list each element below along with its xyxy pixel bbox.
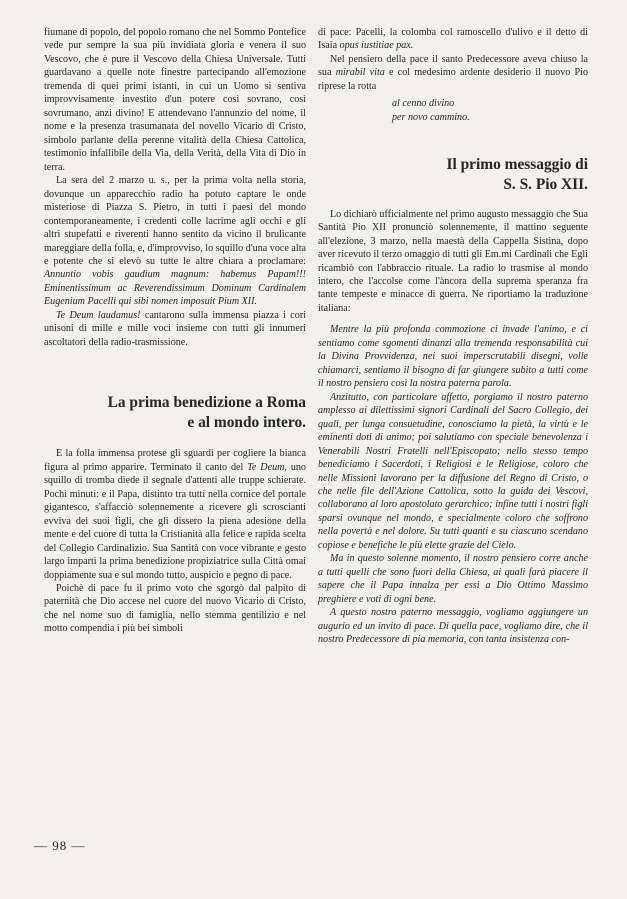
page-number-dash: —	[71, 838, 86, 853]
paragraph: fiumane di popolo, del popolo romano che nel Sommo Pontefice vede pur sempre la sua più invidiata gloria e venera il suo Vescovo, che è pure il Vescovo della Chiesa Universale. Tutti guardavano a quelle note finestre partecipando all'emozione tremenda di quei primi istanti, in cui un Uomo si sentiva improvvisamente investito d'un potere così sovrano, così sovrumano, anzi divino! E attendevano l'annunzio del nome, il nome e la presenza trasumanata del novello Vicario di Cristo, simbolo parlante della perenne vitalità della Chiesa Cattolica, testimonio infallibile della Via, della Verità, della Vita di Dio in terra.	[44, 27, 306, 173]
right-column	[318, 26, 588, 647]
page-number-text: 98	[52, 838, 68, 853]
paragraph-text: E la folla immensa protese gli sguardi per cogliere la bianca figura al primo apparire. Terminato il canto del	[44, 448, 306, 473]
italic-term: mirabil vita	[335, 67, 385, 79]
paragraph	[44, 309, 306, 349]
paragraph-text: Nel pensiero della pace il santo Predecessore aveva chiuso la sua	[318, 53, 588, 79]
heading-line: e al mondo intero.	[187, 414, 306, 432]
paragraph: Lo dichiarò ufficialmente nel primo augusto messaggio che Sua Santità Pio XII pronunciò solennemente, il mattino seguente all'elezione, 3 marzo, nella maestà della Cappella Sistina, dopo aver ricevuto il terzo omaggio di tutti gli Em.mi Cardinali che Egli ricambiò con l'abbraccio rituale. La radio lo trasmise al mondo intero, che l'accolse come l'àncora della suprema speranza fra tante tempeste e minacce di guerra. Ne riportiamo la traduzione italiana:	[318, 208, 588, 314]
section-heading	[318, 155, 588, 195]
italic-term: Te Deum,	[247, 461, 287, 473]
verse-quote	[392, 97, 588, 124]
paragraph-text: cantarono sulla immensa piazza i cori unisoni di mille e mille voci insieme con tutti gli innumeri ascoltatori della radio-trasmissione.	[44, 309, 306, 348]
page-number	[34, 838, 86, 854]
left-column	[44, 26, 306, 636]
paragraph-text: uno squillo di tromba diede il segnale d'attenti alle truppe schierate. Pochi minuti: e il Papa, distinto tra tutti nella cornice del portale gigantesco, s'affacciò solennemente a ricevere gli scroscianti evviva dei suoi figli, che gli dissero la piena adesione della mente e del cuore di tutta la Cristianità alla felice e rapida scelta del Collegio Cardinalizio. Sua Santità con voce vibrante e gesto largo impartì la prima benedizione propiziatrice sulla Città omai doppiamente sua e sul mondo tutto, auspicio e pegno di pace.	[44, 461, 306, 581]
message-text	[318, 323, 588, 646]
paragraph-text: La sera del 2 marzo u. s., per la prima volta nella storia, dovunque un apparecchio radio ha potuto captare le onde misteriose di Piazza S. Pietro, in tutti i paesi del mondo contemporaneamente, i credenti colle lacrime agli occhi e gli altri stupefatti e riverenti hanno sentito da vicino il brulicante mareggiare della folla, e, d'improvviso, lo squillo d'una voce alta e potente che si elevò su tutte le altre chiara a proclamare:	[44, 175, 306, 267]
latin-motto: opus iustitiae pax.	[339, 40, 414, 52]
paragraph	[318, 26, 588, 53]
paragraph: Poichè di pace fu il primo voto che sgorgò dal palpito di paternità che Dio accese nel cuore del nuovo Vicario di Cristo, che nel nome suo di famiglia, nello stemma gentilizio e nel motto compendia i più bei simboli	[44, 582, 306, 635]
section-heading	[44, 393, 306, 433]
verse-line: al cenno divino	[392, 98, 455, 110]
message-paragraph: Mentre la più profonda commozione ci invade l'animo, e ci sentiamo come sgomenti dinanzi alla tremenda responsabilità cui la Divina Provvidenza, nei suoi imperscrutabili disegni, volle chiamarci, sentiamo il bisogno di far giungere subito a tutti come il nostro pensiero così la nostra paterna parola.	[318, 324, 588, 390]
paragraph-text: e col medesimo ardente desiderio il nuovo Pio riprese la rotta	[318, 67, 589, 92]
latin-proclamation: Annuntio vobis gaudium magnum: habemus Papam!!! Eminentissimum ac Reverendissimum Dominum Cardinalem Eugenium Pacelli qui sibi nomen imposuit Pium XII.	[44, 269, 306, 308]
page-number-dash: —	[34, 838, 48, 853]
message-paragraph: Ma in questo solenne momento, il nostro pensiero corre anche a tutti quelli che sono fuori della Chiesa, ai quali farà piacere il sapere che il Papa innalza per essi a Dio Ottimo Massimo preghiere e voti di ogni bene.	[318, 553, 588, 605]
paragraph	[318, 53, 588, 93]
verse-line: per novo cammino.	[392, 111, 470, 123]
heading-line: Il primo messaggio di	[446, 155, 588, 173]
heading-line: S. S. Pio XII.	[503, 175, 588, 193]
paragraph-text: di pace: Pacelli, la colomba col ramoscello d'ulivo e il detto di Isaia	[318, 27, 588, 52]
message-paragraph: Anzitutto, con particolare affetto, porgiamo il nostro paterno amplesso ai dilettissimi signori Cardinali del Sacro Collegio, dei quali, per lunga consuetudine, conosciamo la pietà, la virtù e le eminenti doti di animo; poi salutiamo con speciale benevolenza i Venerabili Nostri Fratelli nell'Episcopato; nello stesso tempo benediciamo i Sacerdoti, i Religiosi e le Religiose, coloro che nelle Missioni lavorano per la diffusione del Regno di Cristo, o che nelle file dell'Azione Cattolica, sotto la guida dei Vescovi, collaborano al loro apostolato gerarchico; infine tutti i nostri figli sparsi ovunque nel mondo, e specialmente coloro che soffrono nella povertà e nel dolore. Su tutti quanti e su ciascuno scendano copiose e benefiche le più elette grazie del Cielo.	[318, 391, 588, 551]
paragraph	[44, 174, 306, 309]
heading-line: La prima benedizione a Roma	[107, 394, 306, 412]
latin-hymn: Te Deum laudamus!	[56, 309, 141, 321]
message-paragraph: A questo nostro paterno messaggio, vogliamo aggiungere un augurio ed un invito di pace. Di quella pace, vogliamo dire, che il nostro Predecessore di pia memoria, con tanta insistenza con-	[318, 607, 588, 646]
paragraph	[44, 447, 306, 582]
